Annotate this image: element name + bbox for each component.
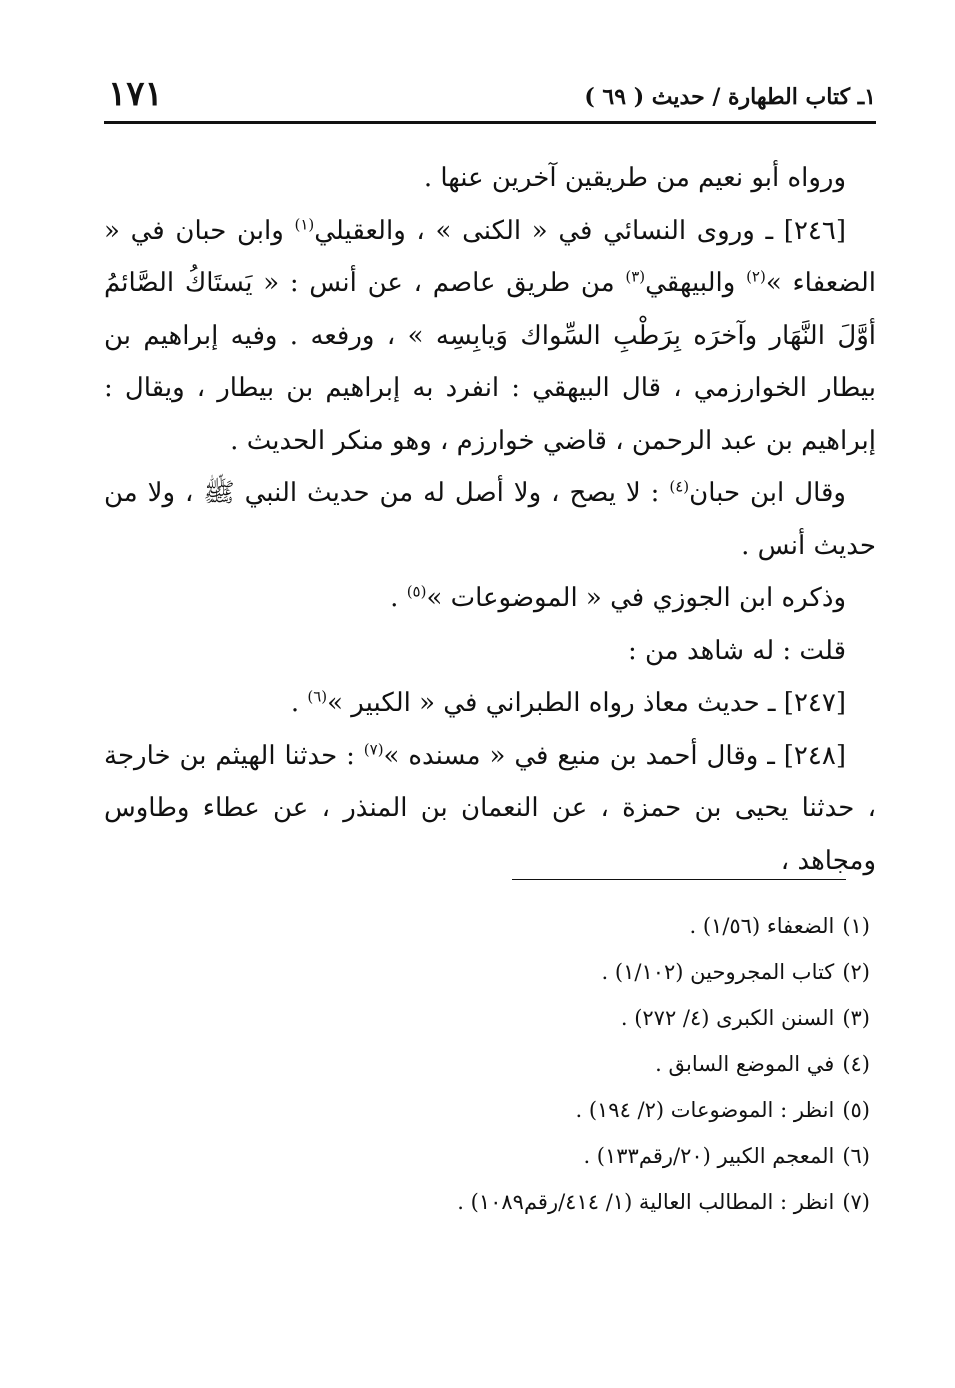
- paragraph-1-text: ورواه أبو نعيم من طريقين آخرين عنها .: [423, 163, 846, 193]
- footnote-3: [104, 995, 870, 1041]
- footnote-ref-7[interactable]: (٧): [363, 739, 384, 758]
- footnote-7: [104, 1179, 870, 1225]
- paragraph-3-part-a: وقال ابن حبان: [689, 478, 846, 508]
- footnote-6: [104, 1133, 870, 1179]
- paragraph-4: [104, 572, 876, 625]
- footnote-number: (١): [842, 914, 870, 938]
- footnotes: [104, 903, 870, 1225]
- paragraph-7-part-a: [٢٤٨] ـ وقال أحمد بن منيع في « مسنده »: [383, 740, 846, 771]
- footnote-ref-4[interactable]: (٤): [669, 477, 690, 496]
- paragraph-7-part-b: : حدثنا الهيثم بن خارجة ، حدثنا يحيى بن حمزة ، عن النعمان بن المنذر ، عن عطاء وطاوس ومجاهد ،: [104, 740, 877, 876]
- paragraph-2: [104, 205, 876, 468]
- page-header: [104, 66, 876, 118]
- footnote-number: (٧): [842, 1190, 870, 1214]
- paragraph-7: [104, 730, 876, 888]
- footnote-number: (٣): [842, 1006, 870, 1030]
- paragraph-4-part-a: وذكره ابن الجوزي في « الموضوعات »: [426, 583, 846, 613]
- paragraph-3-part-b: : لا يصح ، ولا أصل له من حديث النبي ﷺ ، ولا من حديث أنس .: [104, 478, 876, 561]
- footnote-ref-6[interactable]: (٦): [307, 687, 328, 706]
- paragraph-2-part-b: وابن حبان في « الضعفاء »: [104, 215, 876, 298]
- footnote-text: انظر : المطالب العالية (١/ ٤١٤/رقم١٠٨٩) .: [457, 1190, 835, 1214]
- footnote-number: (٦): [842, 1144, 870, 1168]
- paragraph-5-text: قلت : له شاهد من :: [627, 635, 846, 666]
- footnote-2: [104, 949, 870, 995]
- paragraph-6-part-a: [٢٤٧] ـ حديث معاذ رواه الطبراني في « الكبير »: [327, 688, 846, 718]
- footnote-1: [104, 903, 870, 949]
- footnote-ref-5[interactable]: (٥): [406, 582, 427, 601]
- paragraph-4-part-b: .: [390, 583, 407, 613]
- footnote-ref-2[interactable]: (٢): [746, 267, 766, 286]
- paragraph-2-part-c: والبيهقي: [645, 268, 747, 298]
- running-head-title: ١ـ كتاب الطهارة / حديث ( ٦٩ ): [584, 84, 876, 110]
- header-rule: [104, 121, 876, 124]
- paragraph-2-part-d: من طريق عاصم ، عن أنس : « يَستَاكُ الصَّائمُ أوَّلَ النَّهَار وآخرَه بِرَطْبِ السِّواك وَيابِسِه » ، ورفعه . وفيه إبراهيم بن بيطار الخوارزمي ، قال البيهقي : انفرد به إبراهيم بن بيطار ، ويقال : إبراهيم بن عبد الرحمن ، قاضي خوارزم ، وهو منكر الحديث .: [104, 268, 876, 456]
- footnote-number: (٥): [842, 1098, 870, 1122]
- paragraph-6-part-b: .: [290, 688, 308, 718]
- paragraph-6: [104, 677, 876, 730]
- footnote-4: [104, 1041, 870, 1087]
- footnote-text: في الموضع السابق .: [655, 1052, 835, 1076]
- footnote-number: (٤): [842, 1052, 870, 1076]
- footnote-text: السنن الكبرى (٤/ ٢٧٢) .: [620, 1006, 835, 1030]
- footnote-ref-1[interactable]: (١): [294, 214, 315, 233]
- footnote-separator: [512, 879, 846, 880]
- footnote-ref-3[interactable]: (٣): [625, 267, 646, 286]
- footnote-text: المعجم الكبير (٢٠/رقم١٣٣) .: [583, 1144, 835, 1168]
- footnote-number: (٢): [842, 960, 870, 984]
- paragraph-2-part-a: [٢٤٦] ـ وروى النسائي في « الكنى » ، والعقيلي: [314, 215, 846, 246]
- body-text: [104, 152, 876, 887]
- paragraph-5: [104, 625, 876, 678]
- footnote-text: انظر : الموضوعات (٢/ ١٩٤) .: [575, 1098, 835, 1122]
- footnote-5: [104, 1087, 870, 1133]
- page-number: ١٧١: [108, 74, 163, 114]
- paragraph-1: [104, 152, 876, 205]
- footnote-text: كتاب المجروحين (١/١٠٢) .: [601, 960, 835, 984]
- footnote-text: الضعفاء (١/٥٦) .: [689, 914, 835, 938]
- paragraph-3: [104, 467, 876, 572]
